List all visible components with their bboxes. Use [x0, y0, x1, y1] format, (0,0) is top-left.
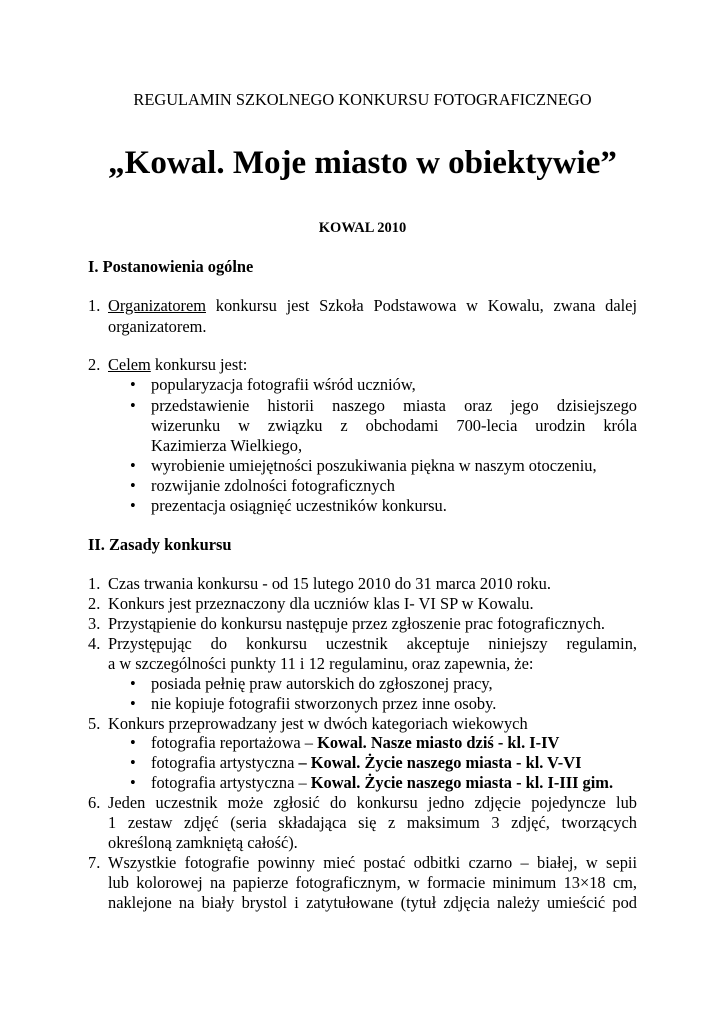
- list-number: 2.: [88, 355, 101, 374]
- bullet-icon: •: [130, 674, 136, 693]
- list-number: 3.: [88, 614, 101, 633]
- section-1-item-1-line-2: organizatorem.: [108, 317, 207, 336]
- list-item: Czas trwania konkursu - od 15 lutego 2010 do 31 marca 2010 roku.: [108, 574, 551, 593]
- bullet-icon: •: [130, 476, 136, 495]
- list-item: Konkurs przeprowadzany jest w dwóch kategoriach wiekowych: [108, 714, 528, 733]
- list-item: nie kopiuje fotografii stworzonych przez inne osoby.: [151, 694, 497, 713]
- list-item: przedstawienie historii naszego miasta oraz jego dzisiejszego: [151, 396, 637, 415]
- list-item: Wszystkie fotografie powinny mieć postać odbitki czarno – białej, w sepii: [108, 853, 637, 872]
- bullet-icon: •: [130, 496, 136, 515]
- list-item-continuation: Kazimierza Wielkiego,: [151, 436, 303, 455]
- list-number: 1.: [88, 574, 101, 593]
- list-item-continuation: wizerunku w związku z obchodami 700-lecia urodzin króla: [151, 416, 637, 435]
- list-item-continuation: lub kolorowej na papierze fotograficznym, w formacie minimum 13×18 cm,: [108, 873, 637, 892]
- list-number: 5.: [88, 714, 101, 733]
- bullet-icon: •: [130, 396, 136, 415]
- list-item: rozwijanie zdolności fotograficznych: [151, 476, 395, 495]
- list-item: fotografia artystyczna – Kowal. Życie naszego miasta - kl. V-VI: [151, 753, 582, 772]
- list-item: popularyzacja fotografii wśród uczniów,: [151, 375, 416, 394]
- list-item-continuation: określoną zamkniętą całość).: [108, 833, 298, 852]
- list-item: posiada pełnię praw autorskich do zgłoszonej pracy,: [151, 674, 493, 693]
- bullet-icon: •: [130, 694, 136, 713]
- bullet-icon: •: [130, 733, 136, 752]
- section-1-item-1-line-1: Organizatorem konkursu jest Szkoła Podstawowa w Kowalu, zwana dalej: [108, 296, 637, 315]
- section-1-item-2-intro: Celem konkursu jest:: [108, 355, 248, 374]
- section-1-heading: I. Postanowienia ogólne: [88, 257, 254, 276]
- list-number: 7.: [88, 853, 101, 872]
- list-item: Przystąpienie do konkursu następuje przez zgłoszenie prac fotograficznych.: [108, 614, 605, 633]
- list-item-continuation: 1 zestaw zdjęć (seria składająca się z maksimum 3 zdjęć, tworzących: [108, 813, 637, 832]
- list-item-continuation: a w szczególności punkty 11 i 12 regulaminu, oraz zapewnia, że:: [108, 654, 534, 673]
- list-number: 6.: [88, 793, 101, 812]
- list-item: prezentacja osiągnięć uczestników konkursu.: [151, 496, 447, 515]
- list-item: fotografia artystyczna – Kowal. Życie naszego miasta - kl. I-III gim.: [151, 773, 614, 792]
- section-2-heading: II. Zasady konkursu: [88, 535, 232, 554]
- list-item: wyrobienie umiejętności poszukiwania piękna w naszym otoczeniu,: [151, 456, 597, 475]
- place-year: KOWAL 2010: [318, 220, 407, 236]
- bullet-icon: •: [130, 773, 136, 792]
- list-item-continuation: naklejone na biały brystol i zatytułowane (tytuł zdjęcia należy umieścić pod: [108, 893, 637, 912]
- list-item: Jeden uczestnik może zgłosić do konkursu jedno zdjęcie pojedyncze lub: [108, 793, 637, 812]
- list-item: fotografia reportażowa – Kowal. Nasze miasto dziś - kl. I-IV: [151, 733, 560, 752]
- regulation-title: REGULAMIN SZKOLNEGO KONKURSU FOTOGRAFICZNEGO: [133, 90, 592, 109]
- contest-title: „Kowal. Moje miasto w obiektywie”: [108, 145, 617, 181]
- list-item: Konkurs jest przeznaczony dla uczniów klas I- VI SP w Kowalu.: [108, 594, 534, 613]
- bullet-icon: •: [130, 753, 136, 772]
- list-number: 4.: [88, 634, 101, 653]
- list-number: 2.: [88, 594, 101, 613]
- bullet-icon: •: [130, 375, 136, 394]
- list-number: 1.: [88, 296, 101, 315]
- list-item: Przystępując do konkursu uczestnik akceptuje niniejszy regulamin,: [108, 634, 637, 653]
- bullet-icon: •: [130, 456, 136, 475]
